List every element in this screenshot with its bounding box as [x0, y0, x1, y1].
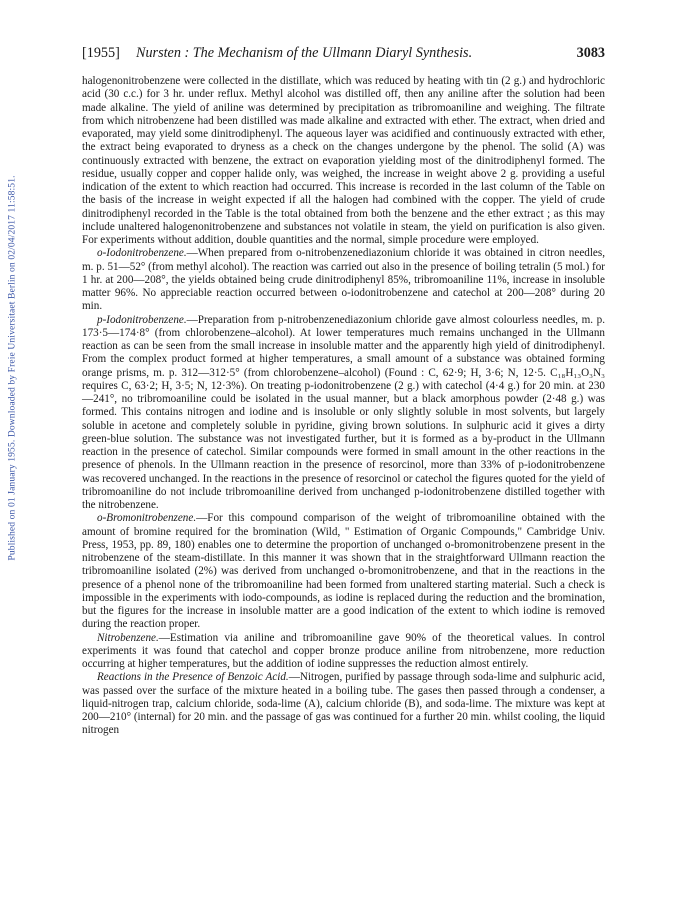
page-number: 3083	[576, 45, 605, 61]
paragraph-o-iodonitrobenzene	[82, 247, 605, 313]
section-title-p-iodonitrobenzene: p-Iodonitrobenzene.	[97, 313, 187, 326]
paragraph-nitrobenzene-text: —Estimation via aniline and tribromoaniline gave 90% of the theoretical values. In control experiments it was found that catechol and copper bronze produce aniline from nitrobenzene, more reduction occurring at higher temperatures, but the addition of iodine suppresses the reduction almost entirely.	[82, 631, 605, 670]
page-header	[82, 45, 605, 67]
paragraph-benzoic-acid	[82, 671, 605, 737]
paragraph-p-iodonitrobenzene-text: —Preparation from p-nitrobenzenediazonium chloride gave almost colourless needles, m. p. 173·5—174·8° (from chlorobenzene–alcohol). At lower temperatures much remains unchanged in the Ullmann reaction as can be seen from the small increase in insoluble matter and the apparently high yield of dinitrodiphenyl. From the complex product formed at higher temperatures, a small amount of a substance was obtained forming orange prisms, m. p. 312—312·5° (from chlorobenzene–alcohol) (Found : C, 62·9; H, 3·6; N, 12·5. C₁₈H₁₃O₃N₃ requires C, 63·2; H, 3·5; N, 12·3%). On treating p-iodonitrobenzene (2 g.) with catechol (4·4 g.) for 20 min. at 230—241°, no tribromoaniline could be isolated in the usual manner, but a black amorphous powder (2·48 g.) was formed. This contains nitrogen and iodine and is insoluble or only slightly soluble in most solvents, but largely soluble in acetone and completely soluble in pyridine, giving brown solutions. In sulphuric acid it gives a dirty green-blue solution. The substance was not investigated further, but it is formed as a by-product in the Ullmann reaction in the presence of catechol. Similar compounds were formed in small amount in the other reactions in the presence of phenols. In the Ullmann reaction in the presence of resorcinol, more than 33% of p-iodonitrobenzene was recovered unchanged. In the reactions in the presence of resorcinol or catechol the figures quoted for the yield of tribromoaniline do not include tribromoaniline derived from unchanged p-iodonitrobenzene distilled together with the nitrobenzene.	[82, 313, 605, 511]
paragraph-procedure-text: halogenonitrobenzene were collected in the distillate, which was reduced by heating with tin (2 g.) and hydrochloric acid (30 c.c.) for 3 hr. under reflux. Methyl alcohol was distilled off, then any aniline after the solution had been made alkaline. The yield of aniline was determined by precipitation as tribromoaniline and weighing. The filtrate from which nitrobenzene had been distilled was made alkaline and extracted with ether. The extract, when dried and evaporated, may yield some dinitrodiphenyl. The aqueous layer was acidified and continuously extracted with ether, the extract being evaporated to dryness as a check on the changes undergone by the phenol. The solid (A) was continuously extracted with benzene, the extract on evaporation yielding most of the dinitrodiphenyl formed. The residue, usually copper and copper halide only, was weighed, the increase in weight above 2 g. providing a useful indication of the extent to which reaction had occurred. This increase is recorded in the last column of the Table on the basis of the increase in weight expected if all the halogen had combined with the copper. The yield of crude dinitrodiphenyl recorded in the Table is the total obtained from both the benzene and the ether extract ; as this may include unaltered halogenonitrobenzene and substances not volatile in steam, the yield on purification is also given. For experiments without addition, double quantities and the normal, simple procedure were employed.	[82, 75, 605, 246]
section-title-nitrobenzene: Nitrobenzene.	[97, 631, 159, 644]
section-title-o-bromonitrobenzene: o-Bromonitrobenzene.	[97, 512, 197, 525]
article-body	[82, 75, 605, 738]
header-year: [1955]	[82, 45, 120, 61]
download-watermark	[3, 118, 21, 618]
running-title: Nursten : The Mechanism of the Ullmann Diaryl Synthesis.	[136, 45, 473, 61]
paragraph-procedure	[82, 75, 605, 247]
paragraph-benzoic-acid-text: —Nitrogen, purified by passage through soda-lime and sulphuric acid, was passed over the surface of the mixture heated in a boiling tube. The gases then passed through a condenser, a liquid-nitrogen trap, calcium chloride, soda-lime (A), calcium chloride (B), and soda-lime. The mixture was kept at 200—210° (internal) for 20 min. and the passage of gas was continued for a further 20 min. whilst cooling, the liquid nitrogen	[82, 671, 605, 737]
paragraph-nitrobenzene	[82, 632, 605, 672]
paragraph-o-bromonitrobenzene	[82, 512, 605, 631]
download-watermark-text: Published on 01 January 1955. Downloaded by Freie Universitaet Berlin on 02/04/2017 11:58:51.	[6, 175, 18, 561]
section-title-benzoic-acid: Reactions in the Presence of Benzoic Acid.	[97, 671, 289, 684]
paragraph-p-iodonitrobenzene	[82, 314, 605, 513]
section-title-o-iodonitrobenzene: o-Iodonitrobenzene.	[97, 247, 187, 260]
paragraph-o-iodonitrobenzene-text: —When prepared from o-nitrobenzenediazonium chloride it was obtained in citron needles, m. p. 51—52° (from methyl alcohol). The reaction was carried out also in the presence of boiling tetralin (5 mol.) for 1 hr. at 200—208°, the yields obtained being crude dinitrodiphenyl 85%, tribromoaniline 11%, increase in insoluble matter 96%. No appreciable reaction occurred between o-iodonitrobenzene and catechol at 200—208° during 20 min.	[82, 247, 605, 313]
paragraph-o-bromonitrobenzene-text: —For this compound comparison of the weight of tribromoaniline obtained with the amount of bromine required for the bromination (Wild, " Estimation of Organic Compounds," Cambridge Univ. Press, 1953, pp. 89, 180) enables one to determine the proportion of unchanged o-bromonitrobenzene present in the nitrobenzene of the steam-distillate. In this manner it was shown that in the straightforward Ullmann reaction the tribromoaniline isolated (2%) was derived from unchanged o-bromonitrobenzene, and that in the reactions in the presence of a phenol none of the tribromoaniline had been formed from unaltered starting material. Such a check is impossible in the experiments with iodo-compounds, as iodine is replaced during the reduction and the bromination, but the figures for the increase in insoluble matter are a good indication of the extent to which iodine is removed during the reaction proper.	[82, 512, 605, 631]
